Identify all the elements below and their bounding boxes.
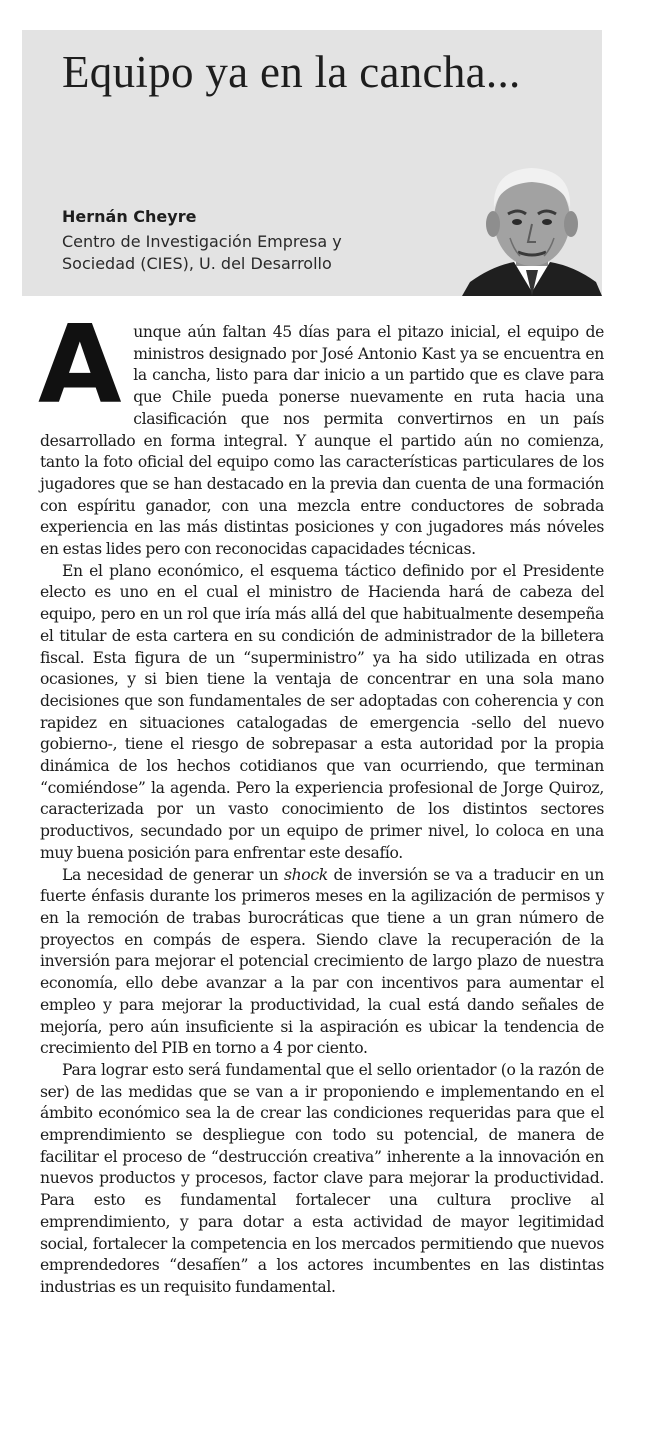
article-header bbox=[22, 30, 602, 296]
article-paragraph bbox=[38, 303, 604, 561]
author-affiliation: Centro de Investigación Empresa y Sociedad (CIES), U. del Desarrollo bbox=[62, 232, 342, 273]
paragraph-text: La necesidad de generar un bbox=[62, 865, 284, 884]
headline: Equipo ya en la cancha... bbox=[62, 47, 521, 97]
paragraph-text: de inversión se va a traducir en un fuerte énfasis durante los primeros meses en la agilización de permisos y en la remoción de trabas burocráticas que tiene a un gran número de proyectos en compás de espera. Siendo clave la recuperación de la inversión para mejorar el potencial crecimiento de largo plazo de nuestra economía, ello debe avanzar a la par con incentivos para aumentar el empleo y para mejorar la productividad, la cual está dando señales de mejoría, pero aún insuficiente si la aspiración es ubicar la tendencia de crecimiento del PIB en torno a 4 por ciento. bbox=[40, 865, 604, 1058]
emphasis-text: shock bbox=[283, 865, 328, 884]
drop-cap: A bbox=[38, 303, 122, 428]
article-body bbox=[38, 303, 604, 1299]
author-name: Hernán Cheyre bbox=[62, 207, 197, 226]
article-paragraph: Para lograr esto será fundamental que el sello orientador (o la razón de ser) de las medidas que se van a ir proponiendo e implementando en el ámbito económico sea la de crear las condiciones requeridas para que el emprendimiento se despliegue con todo su potencial, de manera de facilitar el proceso de “destrucción creativa” inherente a la innovación en nuevos productos y procesos, factor clave para mejorar la productividad. Para esto es fundamental fortalecer una cultura proclive al emprendimiento, y para dotar a esta actividad de mayor legitimidad social, fortalecer la competencia en los mercados permitiendo que nuevos emprendedores “desafíen” a los actores incumbentes en las distintas industrias es un requisito fundamental. bbox=[40, 1060, 604, 1296]
article-paragraph bbox=[40, 865, 604, 1060]
author-portrait bbox=[462, 150, 602, 296]
paragraph-text: unque aún faltan 45 días para el pitazo inicial, el equipo de ministros designado por José Antonio Kast ya se encuentra en la cancha, listo para dar inicio a un partido que es clave para que Chile pueda ponerse nuevamente en ruta hacia una clasificación que nos permita convertirnos en un país desarrollado en forma integral. Y aunque el partido aún no comienza, tanto la foto oficial del equipo como las características particulares de los jugadores que se han destacado en la previa dan cuenta de una formación con espíritu ganador, con una mezcla entre conductores de sobrada experiencia en las más distintas posiciones y con jugadores más nóveles en estas lides pero con reconocidas capacidades técnicas. bbox=[40, 323, 604, 559]
article-paragraph: En el plano económico, el esquema táctico definido por el Presidente electo es uno en el cual el ministro de Hacienda hará de cabeza del equipo, pero en un rol que iría más allá del que habitualmente desempeña el titular de esta cartera en su condición de administrador de la billetera fiscal. Esta figura de un “superministro” ya ha sido utilizada en otras ocasiones, y si bien tiene la ventaja de concentrar en una sola mano decisiones que son fundamentales de ser adoptadas con coherencia y con rapidez en situaciones catalogadas de emergencia -sello del nuevo gobierno-, tiene el riesgo de sobrepasar a esta autoridad por la propia dinámica de los hechos cotidianos que van ocurriendo, que terminan “comiéndose” la agenda. Pero la experiencia profesional de Jorge Quiroz, caracterizada por un vasto conocimiento de los distintos sectores productivos, secundado por un equipo de primer nivel, lo coloca en una muy buena posición para enfrentar este desafío. bbox=[40, 561, 604, 862]
